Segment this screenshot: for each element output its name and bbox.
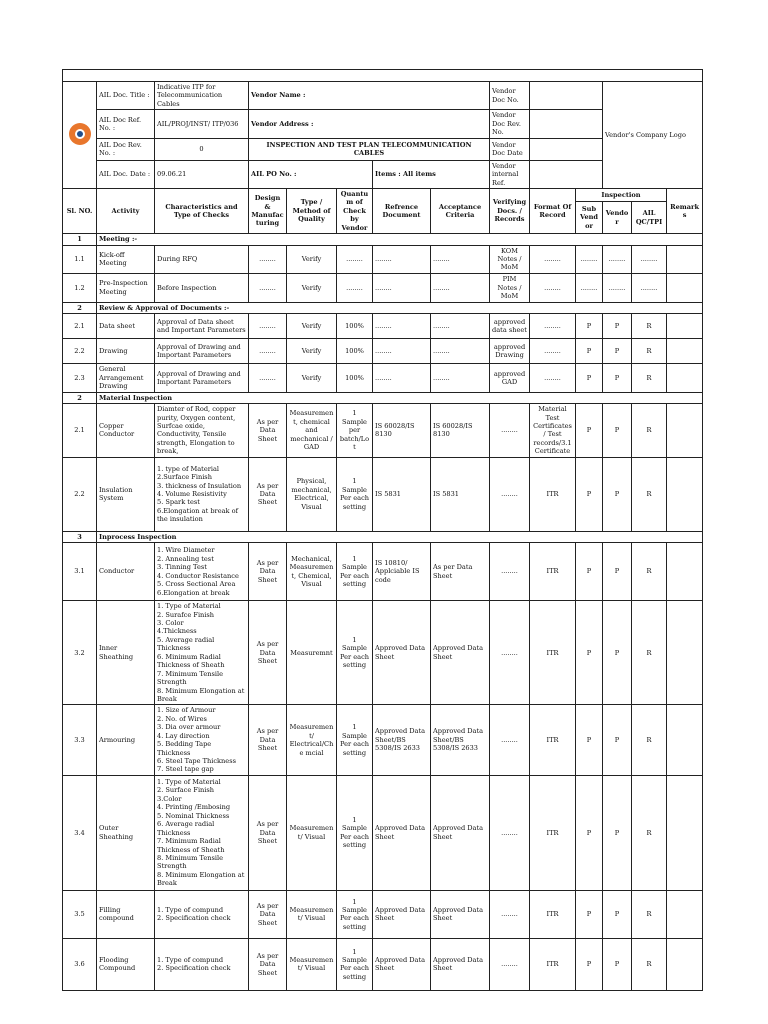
cell-remarks bbox=[667, 890, 703, 938]
cell-sub-vendor: ........ bbox=[576, 245, 603, 273]
cell-design: ........ bbox=[249, 314, 287, 339]
cell-characteristics: 1. Type of compund 2. Specification check bbox=[155, 938, 249, 990]
cell-format: ........ bbox=[530, 339, 576, 364]
cell-vendor: P bbox=[603, 938, 632, 990]
header-row-1 bbox=[63, 82, 703, 110]
cell-vendor: P bbox=[603, 404, 632, 458]
cell-vendor: P bbox=[603, 364, 632, 392]
cell-ail: R bbox=[632, 938, 667, 990]
vendor-name-label: Vendor Name : bbox=[249, 82, 490, 110]
cell-sl-no: 3.4 bbox=[63, 775, 97, 890]
col-reference: Refrence Document bbox=[373, 188, 431, 233]
cell-acceptance: ........ bbox=[431, 364, 490, 392]
cell-acceptance: IS 5831 bbox=[431, 457, 490, 531]
section-title: Meeting :- bbox=[97, 234, 703, 245]
cell-type-method: Measurement, chemical and mechanical / GAD bbox=[287, 404, 337, 458]
cell-type-method: Verify bbox=[287, 273, 337, 302]
cell-quantum: 100% bbox=[337, 339, 373, 364]
ref-no-value: AIL/PROJ/INST/ ITP/036 bbox=[155, 110, 249, 138]
cell-vendor: P bbox=[603, 339, 632, 364]
cell-sub-vendor: P bbox=[576, 314, 603, 339]
cell-ail: R bbox=[632, 543, 667, 601]
cell-format: ........ bbox=[530, 314, 576, 339]
cell-ail: R bbox=[632, 314, 667, 339]
po-no-label: AIL PO No. : bbox=[249, 160, 373, 188]
cell-acceptance: ........ bbox=[431, 273, 490, 302]
ref-no-label: AIL Doc Ref. No. : bbox=[97, 110, 155, 138]
cell-sl-no: 3.6 bbox=[63, 938, 97, 990]
cell-reference: ........ bbox=[373, 245, 431, 273]
cell-vendor: P bbox=[603, 543, 632, 601]
vendor-doc-date-label: Vendor Doc Date bbox=[490, 138, 530, 160]
doc-title-label: AIL Doc. Title : bbox=[97, 82, 155, 110]
cell-quantum: 1 Sample Per each setting bbox=[337, 775, 373, 890]
cell-vendor: P bbox=[603, 601, 632, 705]
cell-ail: ........ bbox=[632, 245, 667, 273]
vendor-doc-rev-label: Vendor Doc Rev. No. bbox=[490, 110, 530, 138]
cell-verifying: approved Drawing bbox=[490, 339, 530, 364]
cell-characteristics: 1. Wire Diameter 2. Annealing test 3. Tinning Test 4. Conductor Resistance 5. Cross Sectional Area 6.Elongation at break bbox=[155, 543, 249, 601]
col-quantum: Quantum of Check by Vendor bbox=[337, 188, 373, 233]
cell-reference: IS 60028/IS 8130 bbox=[373, 404, 431, 458]
cell-format: ITR bbox=[530, 938, 576, 990]
cell-verifying: approved data sheet bbox=[490, 314, 530, 339]
cell-characteristics: 1. type of Material 2.Surface Finish 3. thickness of Insulation 4. Volume Resistivity 5. Spark test 6.Elongation at break of the insulation bbox=[155, 457, 249, 531]
cell-sub-vendor: P bbox=[576, 404, 603, 458]
cell-characteristics: Before Inspection bbox=[155, 273, 249, 302]
doc-date-value: 09.06.21 bbox=[155, 160, 249, 188]
col-verifying: Verifying Docs. / Records bbox=[490, 188, 530, 233]
rev-no-label: AIL Doc Rev. No. : bbox=[97, 138, 155, 160]
cell-acceptance: Approved Data Sheet/BS 5308/IS 2633 bbox=[431, 705, 490, 776]
cell-type-method: Measurement/ Electrical/Che mcial bbox=[287, 705, 337, 776]
cell-remarks bbox=[667, 364, 703, 392]
table-row bbox=[63, 404, 703, 458]
cell-verifying: ........ bbox=[490, 938, 530, 990]
cell-quantum: 1 Sample Per each setting bbox=[337, 938, 373, 990]
cell-characteristics: 1. Type of Material 2. Surafce Finish 3. Color 4.Thickness 5. Average radial Thickness 6. Minimum Radial Thickness of Sheath 7. Minimum Tensile Strength 8. Minimum Elongation at Break bbox=[155, 601, 249, 705]
table-row bbox=[63, 775, 703, 890]
cell-sub-vendor: P bbox=[576, 938, 603, 990]
cell-reference: ........ bbox=[373, 273, 431, 302]
cell-ail: R bbox=[632, 404, 667, 458]
cell-design: As per Data Sheet bbox=[249, 938, 287, 990]
cell-reference: ........ bbox=[373, 364, 431, 392]
col-vendor: Vendor bbox=[603, 201, 632, 233]
cell-verifying: ........ bbox=[490, 543, 530, 601]
cell-activity: Kick-off Meeting bbox=[97, 245, 155, 273]
cell-type-method: Measurement/ Visual bbox=[287, 938, 337, 990]
cell-vendor: P bbox=[603, 775, 632, 890]
cell-vendor: ........ bbox=[603, 245, 632, 273]
cell-quantum: 100% bbox=[337, 364, 373, 392]
cell-sl-no: 2.1 bbox=[63, 404, 97, 458]
cell-verifying: ........ bbox=[490, 775, 530, 890]
cell-type-method: Physical, mechanical, Electrical, Visual bbox=[287, 457, 337, 531]
table-row bbox=[63, 938, 703, 990]
cell-sub-vendor: P bbox=[576, 339, 603, 364]
vendor-internal-ref-label: Vendor internal Ref. bbox=[490, 160, 530, 188]
cell-remarks bbox=[667, 601, 703, 705]
cell-activity: General Arrangement Drawing bbox=[97, 364, 155, 392]
rev-no-value: 0 bbox=[155, 138, 249, 160]
doc-title-value: Indicative ITP for Telecommunication Cables bbox=[155, 82, 249, 110]
cell-design: ........ bbox=[249, 339, 287, 364]
cell-ail: R bbox=[632, 339, 667, 364]
cell-design: ........ bbox=[249, 364, 287, 392]
cell-type-method: Mechanical, Measurement, Chemical, Visual bbox=[287, 543, 337, 601]
cell-format: ........ bbox=[530, 245, 576, 273]
cell-verifying: KOM Notes / MoM bbox=[490, 245, 530, 273]
cell-activity: Inner Sheathing bbox=[97, 601, 155, 705]
cell-quantum: 1 Sample Per each setting bbox=[337, 601, 373, 705]
vendor-doc-no-label: Vendor Doc No. bbox=[490, 82, 530, 110]
cell-verifying: approved GAD bbox=[490, 364, 530, 392]
cell-type-method: Verify bbox=[287, 364, 337, 392]
cell-remarks bbox=[667, 705, 703, 776]
col-ail: AIL QC/TPI bbox=[632, 201, 667, 233]
cell-characteristics: Approval of Data sheet and Important Parameters bbox=[155, 314, 249, 339]
cell-acceptance: IS 60028/IS 8130 bbox=[431, 404, 490, 458]
cell-type-method: Verify bbox=[287, 314, 337, 339]
table-row bbox=[63, 245, 703, 273]
cell-design: As per Data Sheet bbox=[249, 890, 287, 938]
cell-vendor: P bbox=[603, 890, 632, 938]
cell-design: As per Data Sheet bbox=[249, 705, 287, 776]
col-sub-vendor: Sub Vendor bbox=[576, 201, 603, 233]
cell-sub-vendor: P bbox=[576, 705, 603, 776]
section-number: 2 bbox=[63, 302, 97, 313]
cell-sl-no: 2.1 bbox=[63, 314, 97, 339]
col-characteristics: Characteristics and Type of Checks bbox=[155, 188, 249, 233]
doc-date-label: AIL Doc. Date : bbox=[97, 160, 155, 188]
cell-reference: ........ bbox=[373, 314, 431, 339]
table-row bbox=[63, 890, 703, 938]
cell-format: ITR bbox=[530, 601, 576, 705]
cell-vendor: P bbox=[603, 314, 632, 339]
cell-reference: Approved Data Sheet/BS 5308/IS 2633 bbox=[373, 705, 431, 776]
cell-remarks bbox=[667, 245, 703, 273]
cell-characteristics: During RFQ bbox=[155, 245, 249, 273]
section-number: 3 bbox=[63, 531, 97, 542]
section-header-row bbox=[63, 392, 703, 403]
section-number: 2 bbox=[63, 392, 97, 403]
cell-design: ........ bbox=[249, 273, 287, 302]
cell-acceptance: As per Data Sheet bbox=[431, 543, 490, 601]
cell-quantum: 1 Sample per batch/Lot bbox=[337, 404, 373, 458]
cell-sl-no: 2.3 bbox=[63, 364, 97, 392]
cell-remarks bbox=[667, 543, 703, 601]
cell-acceptance: Approved Data Sheet bbox=[431, 890, 490, 938]
cell-sl-no: 1.2 bbox=[63, 273, 97, 302]
cell-activity: Copper Conductor bbox=[97, 404, 155, 458]
cell-design: As per Data Sheet bbox=[249, 404, 287, 458]
cell-verifying: ........ bbox=[490, 890, 530, 938]
cell-sl-no: 2.2 bbox=[63, 457, 97, 531]
table-row bbox=[63, 705, 703, 776]
col-design: Design & Manufacturing bbox=[249, 188, 287, 233]
cell-quantum: 1 Sample Per each setting bbox=[337, 457, 373, 531]
cell-activity: Data sheet bbox=[97, 314, 155, 339]
cell-sub-vendor: P bbox=[576, 890, 603, 938]
col-format: Format Of Record bbox=[530, 188, 576, 233]
cell-type-method: Measurement/ Visual bbox=[287, 890, 337, 938]
table-row bbox=[63, 601, 703, 705]
cell-activity: Outer Sheathing bbox=[97, 775, 155, 890]
cell-format: ........ bbox=[530, 273, 576, 302]
cell-vendor: ........ bbox=[603, 273, 632, 302]
cell-quantum: 1 Sample Per each setting bbox=[337, 705, 373, 776]
cell-vendor: P bbox=[603, 705, 632, 776]
company-logo-icon bbox=[69, 123, 91, 145]
col-sl-no: Sl. NO. bbox=[63, 188, 97, 233]
table-row bbox=[63, 273, 703, 302]
cell-activity: Insulation System bbox=[97, 457, 155, 531]
col-remarks: Remarks bbox=[667, 188, 703, 233]
cell-ail: R bbox=[632, 601, 667, 705]
itp-document bbox=[62, 69, 702, 991]
plan-title: INSPECTION AND TEST PLAN TELECOMMUNICATION CABLES bbox=[249, 138, 490, 160]
cell-reference: ........ bbox=[373, 339, 431, 364]
cell-verifying: PIM Notes / MoM bbox=[490, 273, 530, 302]
cell-acceptance: Approved Data Sheet bbox=[431, 938, 490, 990]
cell-quantum: 1 Sample Per each setting bbox=[337, 543, 373, 601]
cell-sl-no: 1.1 bbox=[63, 245, 97, 273]
cell-design: As per Data Sheet bbox=[249, 457, 287, 531]
cell-reference: IS 10810/ Applciable IS code bbox=[373, 543, 431, 601]
section-header-row bbox=[63, 302, 703, 313]
cell-ail: R bbox=[632, 364, 667, 392]
items-label: Items : All items bbox=[373, 160, 490, 188]
cell-ail: ........ bbox=[632, 273, 667, 302]
cell-characteristics: 1. Size of Armour 2. No. of Wires 3. Dia over armour 4. Lay direction 5. Bedding Tape Thickness 6. Steel Tape Thickness 7. Steel tape gap bbox=[155, 705, 249, 776]
cell-acceptance: Approved Data Sheet bbox=[431, 601, 490, 705]
cell-characteristics: Approval of Drawing and Important Parameters bbox=[155, 364, 249, 392]
cell-type-method: Verify bbox=[287, 245, 337, 273]
col-type-method: Type / Method of Quality bbox=[287, 188, 337, 233]
cell-remarks bbox=[667, 938, 703, 990]
cell-design: As per Data Sheet bbox=[249, 601, 287, 705]
cell-reference: Approved Data Sheet bbox=[373, 775, 431, 890]
vendor-doc-rev-value bbox=[530, 110, 603, 138]
cell-remarks bbox=[667, 457, 703, 531]
section-title: Review & Approval of Documents :- bbox=[97, 302, 703, 313]
vendor-internal-ref-value bbox=[530, 160, 603, 188]
cell-remarks bbox=[667, 273, 703, 302]
cell-format: ITR bbox=[530, 457, 576, 531]
cell-quantum: 100% bbox=[337, 314, 373, 339]
col-activity: Activity bbox=[97, 188, 155, 233]
cell-sub-vendor: P bbox=[576, 775, 603, 890]
cell-verifying: ........ bbox=[490, 705, 530, 776]
cell-type-method: Verify bbox=[287, 339, 337, 364]
cell-sl-no: 3.5 bbox=[63, 890, 97, 938]
table-row bbox=[63, 339, 703, 364]
section-number: 1 bbox=[63, 234, 97, 245]
cell-characteristics: 1. Type of compund 2. Specification check bbox=[155, 890, 249, 938]
table-row bbox=[63, 364, 703, 392]
cell-ail: R bbox=[632, 705, 667, 776]
cell-activity: Armouring bbox=[97, 705, 155, 776]
cell-characteristics: Diamter of Rod, copper purity, Oxygen content, Surfcae oxide, Conductivity, Tensile strength, Elongation to break, bbox=[155, 404, 249, 458]
cell-design: ........ bbox=[249, 245, 287, 273]
cell-type-method: Measurement/ Visual bbox=[287, 775, 337, 890]
vendor-doc-date-value bbox=[530, 138, 603, 160]
cell-activity: Pre-Inspection Meeting bbox=[97, 273, 155, 302]
cell-sub-vendor: P bbox=[576, 364, 603, 392]
cell-remarks bbox=[667, 339, 703, 364]
itp-table bbox=[62, 69, 703, 991]
cell-ail: R bbox=[632, 890, 667, 938]
cell-sl-no: 2.2 bbox=[63, 339, 97, 364]
cell-sl-no: 3.3 bbox=[63, 705, 97, 776]
cell-verifying: ........ bbox=[490, 404, 530, 458]
cell-acceptance: ........ bbox=[431, 314, 490, 339]
cell-reference: IS 5831 bbox=[373, 457, 431, 531]
cell-acceptance: ........ bbox=[431, 339, 490, 364]
cell-quantum: ........ bbox=[337, 273, 373, 302]
section-title: Material Inspection bbox=[97, 392, 703, 403]
cell-activity: Conductor bbox=[97, 543, 155, 601]
cell-acceptance: ........ bbox=[431, 245, 490, 273]
cell-format: ITR bbox=[530, 775, 576, 890]
cell-design: As per Data Sheet bbox=[249, 543, 287, 601]
cell-activity: Flooding Compound bbox=[97, 938, 155, 990]
vendor-doc-no-value bbox=[530, 82, 603, 110]
table-row bbox=[63, 543, 703, 601]
cell-sub-vendor: ........ bbox=[576, 273, 603, 302]
column-header-row-1 bbox=[63, 188, 703, 201]
cell-characteristics: 1. Type of Material 2. Surface Finish 3.Color 4. Printing /Embosing 5. Nominal Thickness 6. Average radial Thickness 7. Minimum Radial Thickness of Sheath 8. Minimum Tensile Strength 8. Minimum Elongation at Break bbox=[155, 775, 249, 890]
cell-format: ........ bbox=[530, 364, 576, 392]
section-header-row bbox=[63, 531, 703, 542]
cell-acceptance: Approved Data Sheet bbox=[431, 775, 490, 890]
cell-ail: R bbox=[632, 457, 667, 531]
cell-sub-vendor: P bbox=[576, 543, 603, 601]
top-blank-row bbox=[63, 70, 703, 82]
cell-design: As per Data Sheet bbox=[249, 775, 287, 890]
cell-reference: Approved Data Sheet bbox=[373, 890, 431, 938]
cell-format: Material Test Certificates / Test records/3.1 Certificate bbox=[530, 404, 576, 458]
vendor-logo-label: Vendor's Company Logo bbox=[603, 82, 703, 189]
table-row bbox=[63, 314, 703, 339]
cell-activity: Filling compound bbox=[97, 890, 155, 938]
cell-format: ITR bbox=[530, 705, 576, 776]
vendor-address-label: Vendor Address : bbox=[249, 110, 490, 138]
cell-type-method: Measuremnt bbox=[287, 601, 337, 705]
cell-verifying: ........ bbox=[490, 457, 530, 531]
cell-vendor: P bbox=[603, 457, 632, 531]
cell-remarks bbox=[667, 314, 703, 339]
cell-format: ITR bbox=[530, 543, 576, 601]
cell-sl-no: 3.2 bbox=[63, 601, 97, 705]
cell-format: ITR bbox=[530, 890, 576, 938]
cell-remarks bbox=[667, 775, 703, 890]
col-acceptance: Acceptance Criteria bbox=[431, 188, 490, 233]
cell-quantum: ........ bbox=[337, 245, 373, 273]
company-logo-cell bbox=[63, 82, 97, 189]
table-row bbox=[63, 457, 703, 531]
cell-sub-vendor: P bbox=[576, 601, 603, 705]
cell-reference: Approved Data Sheet bbox=[373, 938, 431, 990]
col-inspection: Inspection bbox=[576, 188, 667, 201]
cell-quantum: 1 Sample Per each setting bbox=[337, 890, 373, 938]
section-title: Inprocess Inspection bbox=[97, 531, 703, 542]
section-header-row bbox=[63, 234, 703, 245]
cell-ail: R bbox=[632, 775, 667, 890]
cell-sl-no: 3.1 bbox=[63, 543, 97, 601]
cell-reference: Approved Data Sheet bbox=[373, 601, 431, 705]
cell-activity: Drawing bbox=[97, 339, 155, 364]
cell-verifying: ........ bbox=[490, 601, 530, 705]
cell-remarks bbox=[667, 404, 703, 458]
cell-sub-vendor: P bbox=[576, 457, 603, 531]
cell-characteristics: Approval of Drawing and Important Parameters bbox=[155, 339, 249, 364]
